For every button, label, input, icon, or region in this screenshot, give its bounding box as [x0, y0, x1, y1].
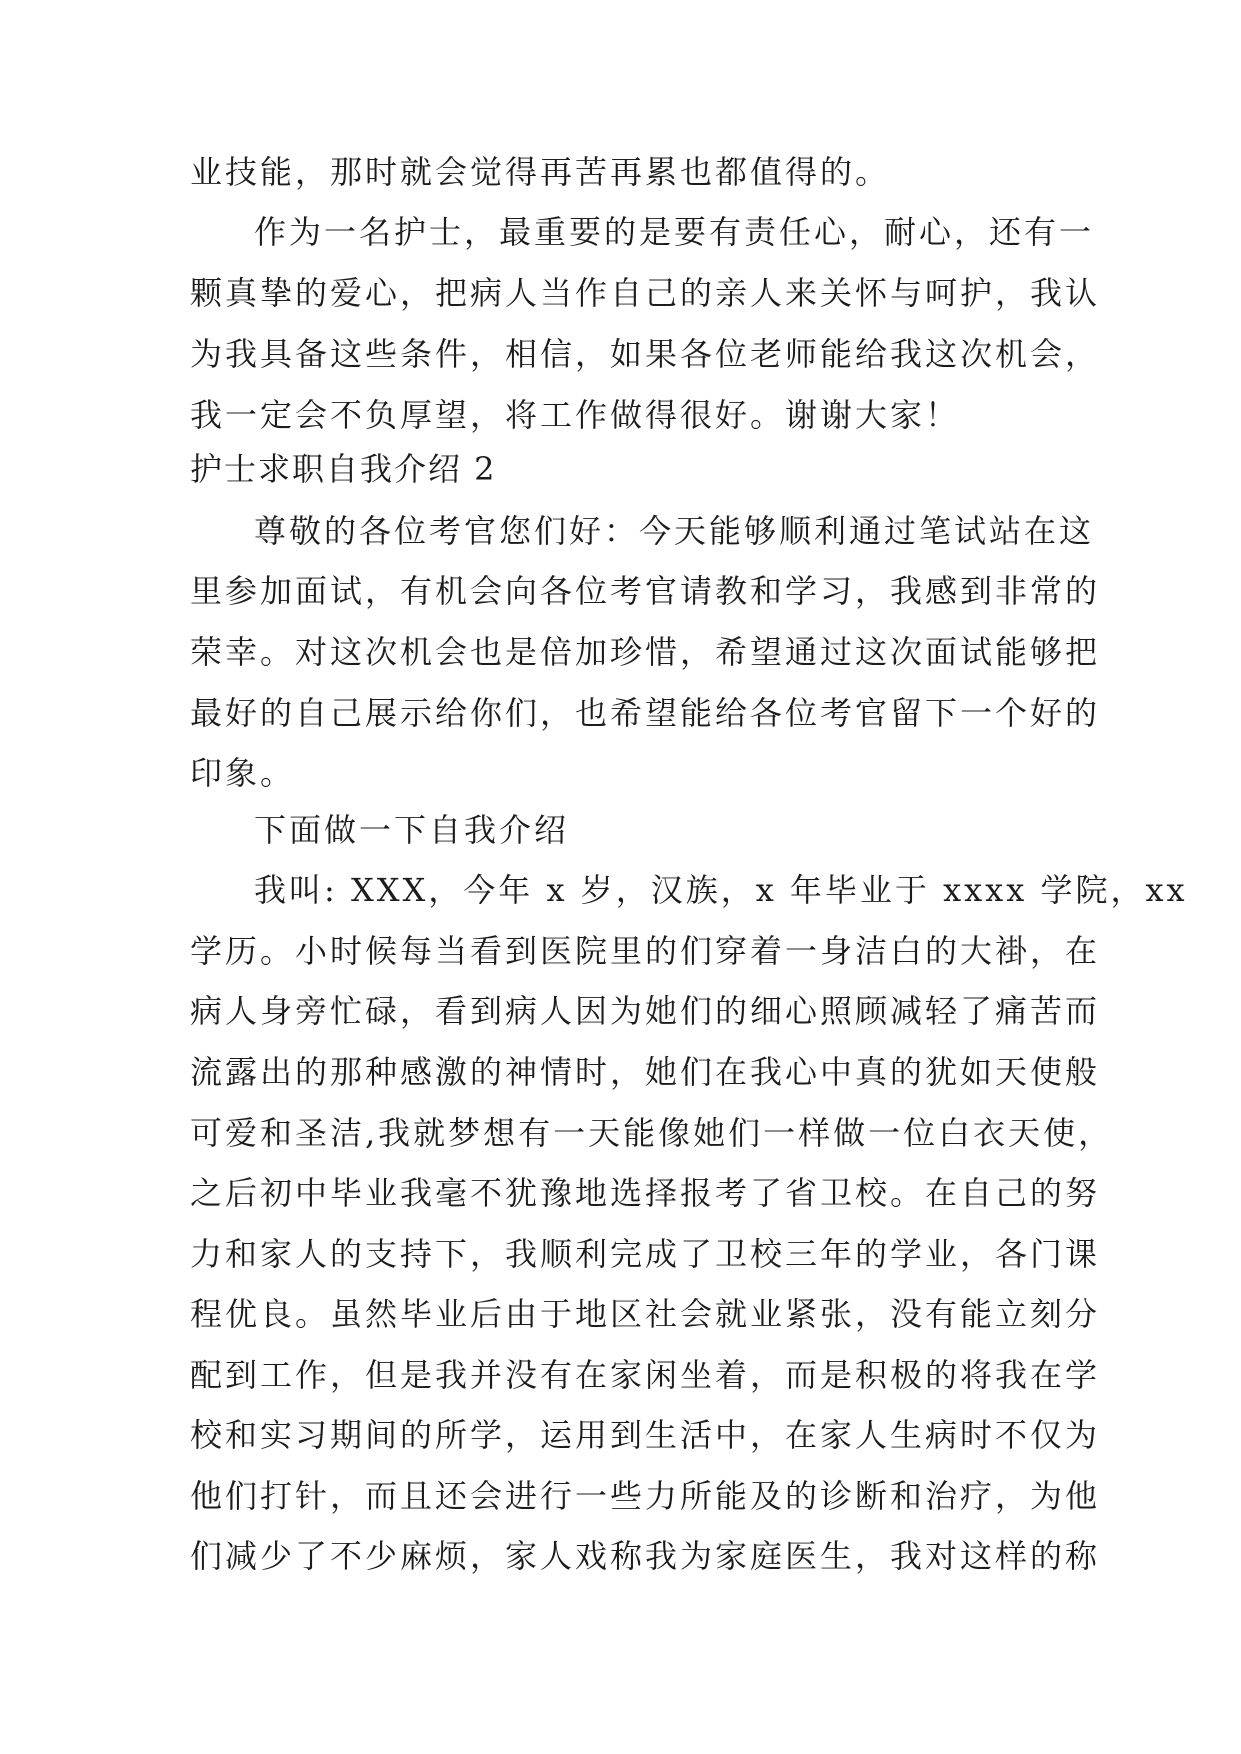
text-line: 程优良。虽然毕业后由于地区社会就业紧张，没有能立刻分: [190, 1295, 1101, 1333]
text-line: 校和实习期间的所学，运用到生活中，在家人生病时不仅为: [190, 1416, 1101, 1454]
section-heading: 护士求职自我介绍 2: [190, 450, 497, 488]
text-line: 里参加面试，有机会向各位考官请教和学习，我感到非常的: [190, 572, 1101, 610]
paragraph-start-line: 我叫: XXX，今年 x 岁，汉族，x 年毕业于 xxxx 学院，xx: [254, 871, 1188, 909]
text-line: 最好的自己展示给你们，也希望能给各位考官留下一个好的: [190, 694, 1101, 732]
text-line: 印象。: [190, 754, 296, 792]
text-line: 可爱和圣洁,我就梦想有一天能像她们一样做一位白衣天使，: [190, 1114, 1114, 1152]
text-line: 力和家人的支持下，我顺利完成了卫校三年的学业，各门课: [190, 1235, 1101, 1273]
text-line: 为我具备这些条件，相信，如果各位老师能给我这次机会，: [190, 335, 1101, 373]
paragraph-start-line: 尊敬的各位考官您们好：今天能够顺利通过笔试站在这: [254, 512, 1095, 550]
text-line: 业技能，那时就会觉得再苦再累也都值得的。: [190, 153, 891, 191]
paragraph-start-line: 作为一名护士，最重要的是要有责任心，耐心，还有一: [254, 213, 1095, 251]
text-line: 荣幸。对这次机会也是倍加珍惜，希望通过这次面试能够把: [190, 633, 1101, 671]
text-line: 颗真挚的爱心，把病人当作自己的亲人来关怀与呵护，我认: [190, 274, 1101, 312]
text-line: 流露出的那种感激的神情时，她们在我心中真的犹如天使般: [190, 1053, 1101, 1091]
paragraph-start-line: 下面做一下自我介绍: [254, 811, 570, 849]
text-line: 他们打针，而且还会进行一些力所能及的诊断和治疗，为他: [190, 1477, 1101, 1515]
text-line: 配到工作，但是我并没有在家闲坐着，而是积极的将我在学: [190, 1356, 1101, 1394]
text-line: 们减少了不少麻烦，家人戏称我为家庭医生，我对这样的称: [190, 1537, 1101, 1575]
text-line: 之后初中毕业我毫不犹豫地选择报考了省卫校。在自己的努: [190, 1174, 1101, 1212]
text-line: 病人身旁忙碌，看到病人因为她们的细心照顾减轻了痛苦而: [190, 992, 1101, 1030]
text-line: 学历。小时候每当看到医院里的们穿着一身洁白的大褂，在: [190, 932, 1101, 970]
text-line: 我一定会不负厚望，将工作做得很好。谢谢大家！: [190, 396, 961, 434]
